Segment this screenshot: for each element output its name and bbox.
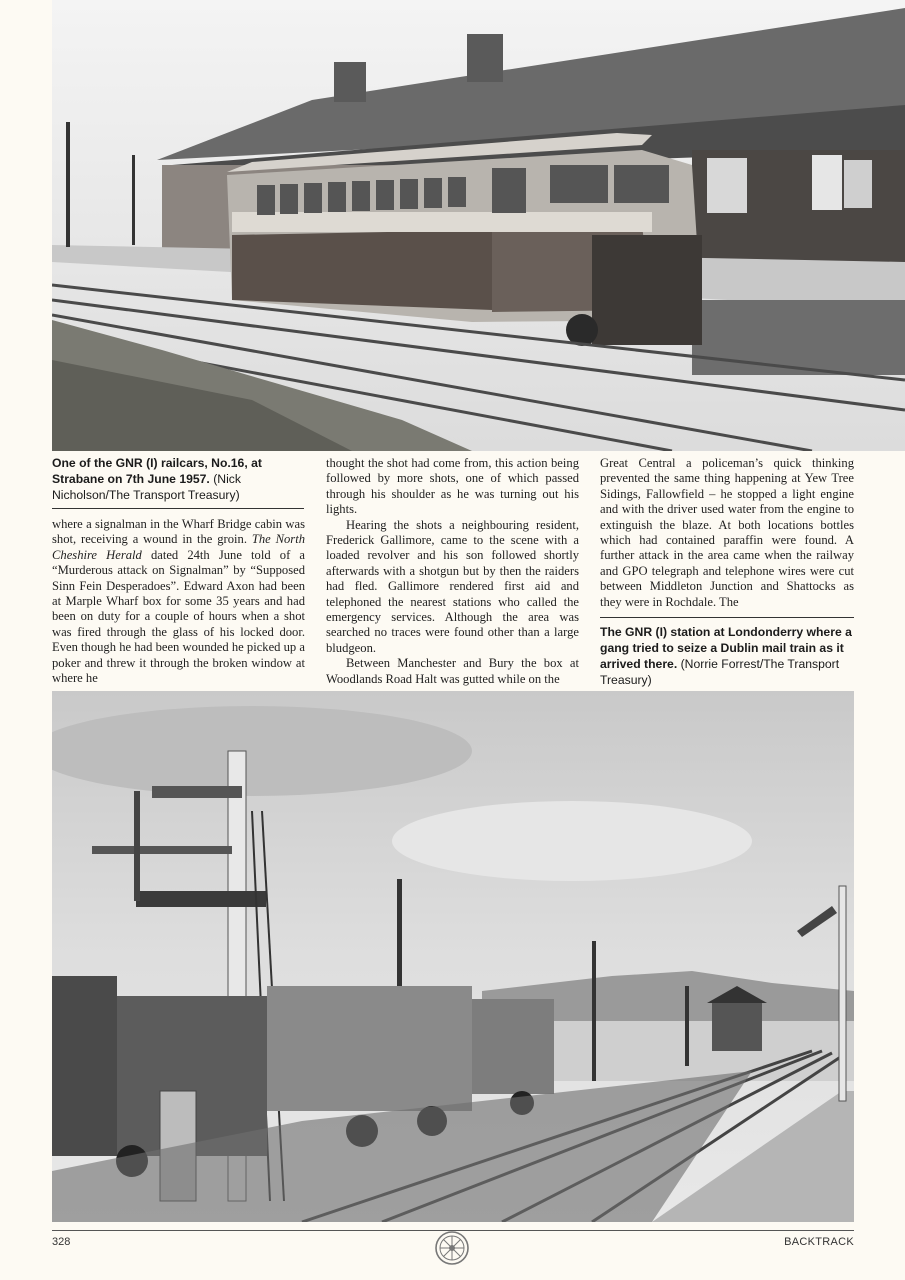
top-photo-caption bbox=[52, 455, 304, 503]
top-caption-credit: (Nick Nicholson/The Transport Treasury) bbox=[52, 472, 241, 502]
paragraph: Between Manchester and Bury the box at Woodlands Road Halt was gutted while on the bbox=[326, 656, 579, 686]
bottom-caption-credit: (Norrie Forrest/The Transport Treasury) bbox=[600, 657, 840, 687]
wheel-logo-icon bbox=[434, 1230, 470, 1266]
text-run: where a signalman in the Wharf Bridge cabin was shot, receiving a wound in the groin. bbox=[52, 517, 305, 547]
paragraph bbox=[52, 517, 305, 686]
article-column-3 bbox=[600, 456, 854, 610]
text-run: dated 24th June told of a “Murderous attack on Signalman” by “Supposed Sinn Fein Desperadoes”. Edward Axon had been at Marple Wharf box for some 35 years and had been on duty for a couple of hours when a shot was fired through the glass of his locked door. Even though he had been wounded he picked up a poker and threw it through the broken window at where he bbox=[52, 547, 305, 686]
railcar-photo bbox=[52, 0, 905, 451]
caption-divider bbox=[52, 508, 304, 509]
magazine-name: BACKTRACK bbox=[784, 1236, 854, 1248]
article-column-2 bbox=[326, 456, 579, 687]
top-caption-title: One of the GNR (I) railcars, No.16, at Strabane on 7th June 1957. bbox=[52, 456, 262, 486]
page-number: 328 bbox=[52, 1236, 71, 1248]
bottom-caption-title: The GNR (I) station at Londonderry where a gang tried to seize a Dublin mail train as it arrived there. bbox=[600, 625, 852, 671]
article-column-1 bbox=[52, 517, 305, 686]
paragraph: Hearing the shots a neighbouring resident, Frederick Gallimore, came to the scene with a loaded revolver and his son followed shortly afterwards with a shotgun but by then the raiders had fled. Gallimore rendered first aid and telephoned the nearest stations who called the emergency services. Although the area was searched no traces were found other than a large bludgeon. bbox=[326, 517, 579, 655]
station-photo bbox=[52, 691, 854, 1222]
paragraph: Great Central a policeman’s quick thinking prevented the same thing happening at Yew Tree Sidings, Fallowfield – he stopped a light engine and with the driver used water from the engine to extinguish the blaze. At both locations bottles which had contained paraffin were found. A further attack in the area came when the railway and GPO telegraph and telephone wires were cut between Middleton Junction and Shattocks as they were in Rochdale. The bbox=[600, 456, 854, 609]
bottom-photo-caption bbox=[600, 624, 854, 688]
caption-divider bbox=[600, 617, 854, 618]
newspaper-title: The North Cheshire Herald bbox=[52, 532, 306, 562]
paragraph: thought the shot had come from, this action being followed by more shots, one of which passed through his shoulder as he was turning out his lights. bbox=[326, 456, 579, 517]
